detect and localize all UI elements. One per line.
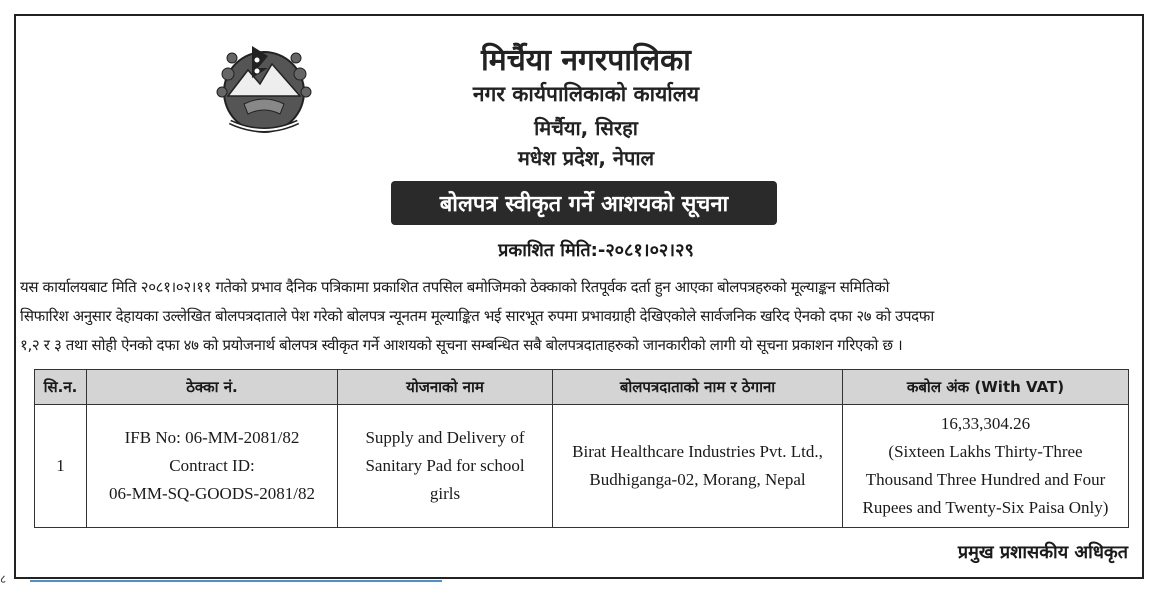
cell-amount [843,405,1129,528]
table-header-row [35,370,1129,405]
amount-words-line: (Sixteen Lakhs Thirty-Three [888,442,1083,461]
notice-frame [14,14,1144,579]
project-line: girls [429,484,461,503]
header-sn: सि.न. [35,370,87,405]
contract-id-label: Contract ID: [169,456,255,475]
body-line: १,२ र ३ तथा सोही ऐनको दफा ४७ को प्रयोजनार्थ बोलपत्र स्वीकृत गर्ने आशयको सूचना सम्बन्धित सबै बोलपत्रदाताहरुको जानकारीको लागी यो सूचना प्रकाशन गरिएको छ । [20,336,903,354]
amount-words-line: Rupees and Twenty-Six Paisa Only) [862,498,1109,517]
cell-project [338,405,553,528]
signature-title: प्रमुख प्रशासकीय अधिकृत [957,542,1128,563]
table-row [35,405,1129,528]
bid-table [34,369,1129,528]
header-bidder: बोलपत्रदाताको नाम र ठेगाना [553,370,843,405]
bidder-line: Budhiganga-02, Morang, Nepal [589,470,806,489]
province-name: मधेश प्रदेश, नेपाल [517,146,655,170]
amount-words-line: Thousand Three Hundred and Four [865,470,1106,489]
published-date: प्रकाशित मिति:-२०८१।०२।२९ [498,240,694,261]
contract-id-value: 06-MM-SQ-GOODS-2081/82 [109,484,315,503]
notice-title: बोलपत्र स्वीकृत गर्ने आशयको सूचना [391,181,777,225]
cell-contract [87,405,338,528]
body-line: यस कार्यालयबाट मिति २०८१।०२।११ गतेको प्रभाव दैनिक पत्रिकामा प्रकाशित तपसिल बमोजिमको ठेक्काको रितपूर्वक दर्ता हुन आएका बोलपत्रहरुको मूल्याङ्कन समितिको [20,278,890,296]
municipality-name: मिर्चैया नगरपालिका [481,43,691,78]
cell-sn: 1 [35,405,87,528]
ifb-number: IFB No: 06-MM-2081/82 [124,428,300,447]
office-address: मिर्चैया, सिरहा [534,116,638,140]
notice-body [20,273,1140,360]
header-contract-no: ठेक्का नं. [87,370,338,405]
project-line: Supply and Delivery of [365,428,525,447]
cell-bidder [553,405,843,528]
selection-underline [30,580,442,582]
office-name: नगर कार्यपालिकाको कार्यालय [472,82,700,106]
project-line: Sanitary Pad for school [365,456,525,475]
header-project-name: योजनाको नाम [338,370,553,405]
amount-value: 16,33,304.26 [940,414,1031,433]
header-amount: कबोल अंक (With VAT) [843,370,1129,405]
nepal-government-emblem-icon [208,34,320,146]
edge-mark: ८ [0,572,7,586]
body-line: सिफारिश अनुसार देहायका उल्लेखित बोलपत्रदाताले पेश गरेको बोलपत्र न्यूनतम मूल्याङ्कित भई सारभूत रुपमा प्रभावग्राही देखिएकोले सार्वजनिक खरिद ऐनको दफा २७ को उपदफा [20,307,934,325]
bidder-line: Birat Healthcare Industries Pvt. Ltd., [572,442,823,461]
